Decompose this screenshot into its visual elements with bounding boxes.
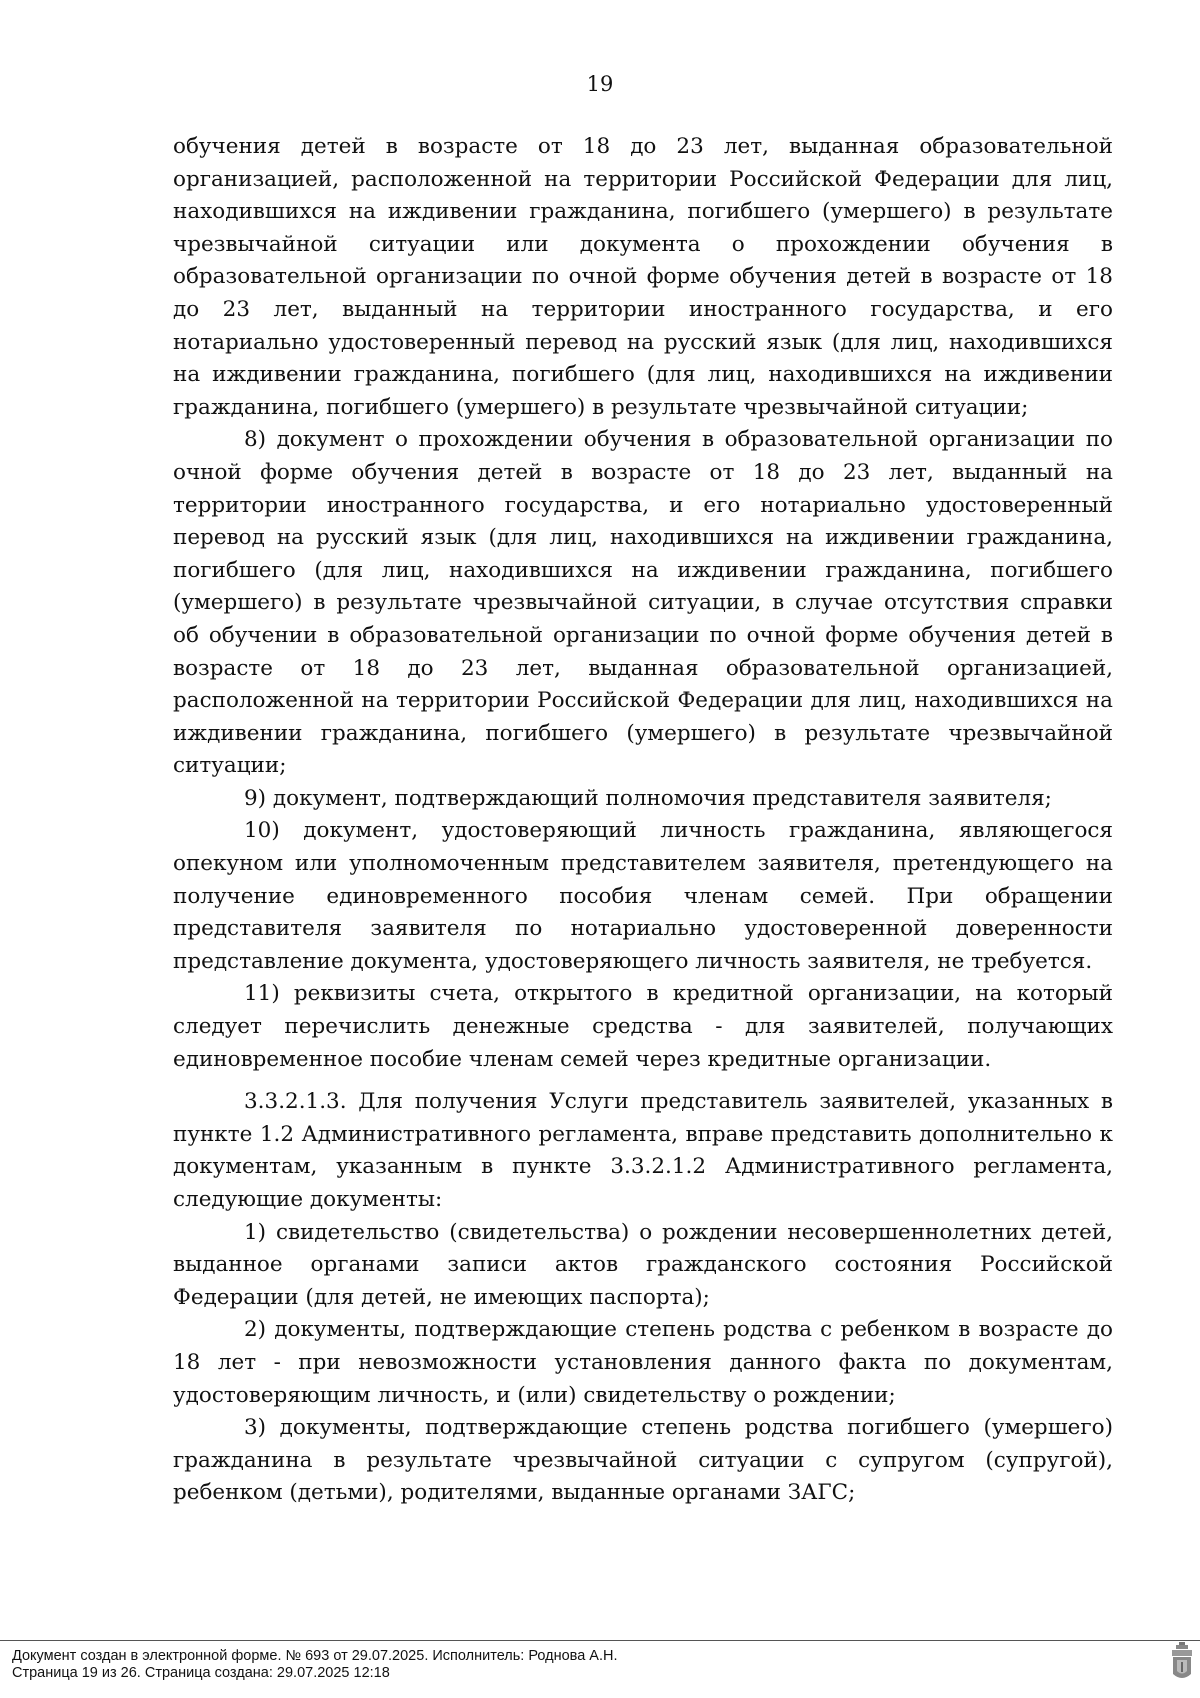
paragraph-item-10: 10) документ, удостоверяющий личность гражданина, являющегося опекуном или уполномоченным представителем заявителя, претендующего на получение единовременного пособия членам семей. При обращении представителя заявителя по нотариально удостоверенной доверенности представление документа, удостоверяющего личность заявителя, не требуется. <box>173 818 1113 974</box>
paragraph-subitem-1: 1) свидетельство (свидетельства) о рождении несовершеннолетних детей, выданное органами записи актов гражданского состояния Российской Федерации (для детей, не имеющих паспорта); <box>173 1219 1113 1310</box>
paragraph-item-9: 9) документ, подтверждающий полномочия представителя заявителя; <box>244 785 1052 811</box>
footer-line-1: Документ создан в электронной форме. № 693 от 29.07.2025. Исполнитель: Роднова А.Н. <box>12 1648 618 1664</box>
footer-line-2: Страница 19 из 26. Страница создана: 29.07.2025 12:18 <box>12 1665 390 1681</box>
paragraph-item-8: 8) документ о прохождении обучения в образовательной организации по очной форме обучения детей в возрасте от 18 до 23 лет, выданный на территории иностранного государства, и его нотариально удостоверенный перевод на русский язык (для лиц, находившихся на иждивении гражданина, погибшего (для лиц, находившихся на иждивении гражданина, погибшего (умершего) в результате чрезвычайной ситуации, в случае отсутствия справки об обучении в образовательной организации по очной форме обучения детей в возрасте от 18 до 23 лет, выданная образовательной организацией, расположенной на территории Российской Федерации для лиц, находившихся на иждивении гражданина, погибшего (умершего) в результате чрезвычайной ситуации; <box>173 427 1113 779</box>
paragraph-item-11: 11) реквизиты счета, открытого в кредитной организации, на который следует перечислить денежные средства - для заявителей, получающих единовременное пособие членам семей через кредитные организации. <box>173 981 1113 1072</box>
coat-of-arms-icon <box>1170 1642 1194 1684</box>
document-body <box>173 131 1113 1510</box>
page-number: 19 <box>586 72 614 96</box>
paragraph-subitem-2: 2) документы, подтверждающие степень родства с ребенком в возрасте до 18 лет - при невозможности установления данного факта по документам, удостоверяющим личность, и (или) свидетельству о рождении; <box>173 1317 1113 1408</box>
paragraph-section-3-3-2-1-3: 3.3.2.1.3. Для получения Услуги представитель заявителей, указанных в пункте 1.2 Административного регламента, вправе представить дополнительно к документам, указанным в пункте 3.3.2.1.2 Административного регламента, следующие документы: <box>173 1089 1113 1212</box>
paragraph-subitem-3: 3) документы, подтверждающие степень родства погибшего (умершего) гражданина в результате чрезвычайной ситуации с супругом (супругой), ребенком (детьми), родителями, выданные органами ЗАГС; <box>173 1415 1113 1506</box>
footer-divider <box>0 1640 1200 1641</box>
document-footer <box>12 1648 1112 1682</box>
paragraph-continuation: обучения детей в возрасте от 18 до 23 лет, выданная образовательной организацией, расположенной на территории Российской Федерации для лиц, находившихся на иждивении гражданина, погибшего (умершего) в результате чрезвычайной ситуации или документа о прохождении обучения в образовательной организации по очной форме обучения детей в возрасте от 18 до 23 лет, выданный на территории иностранного государства, и его нотариально удостоверенный перевод на русский язык (для лиц, находившихся на иждивении гражданина, погибшего (для лиц, находившихся на иждивении гражданина, погибшего (умершего) в результате чрезвычайной ситуации; <box>173 134 1113 420</box>
